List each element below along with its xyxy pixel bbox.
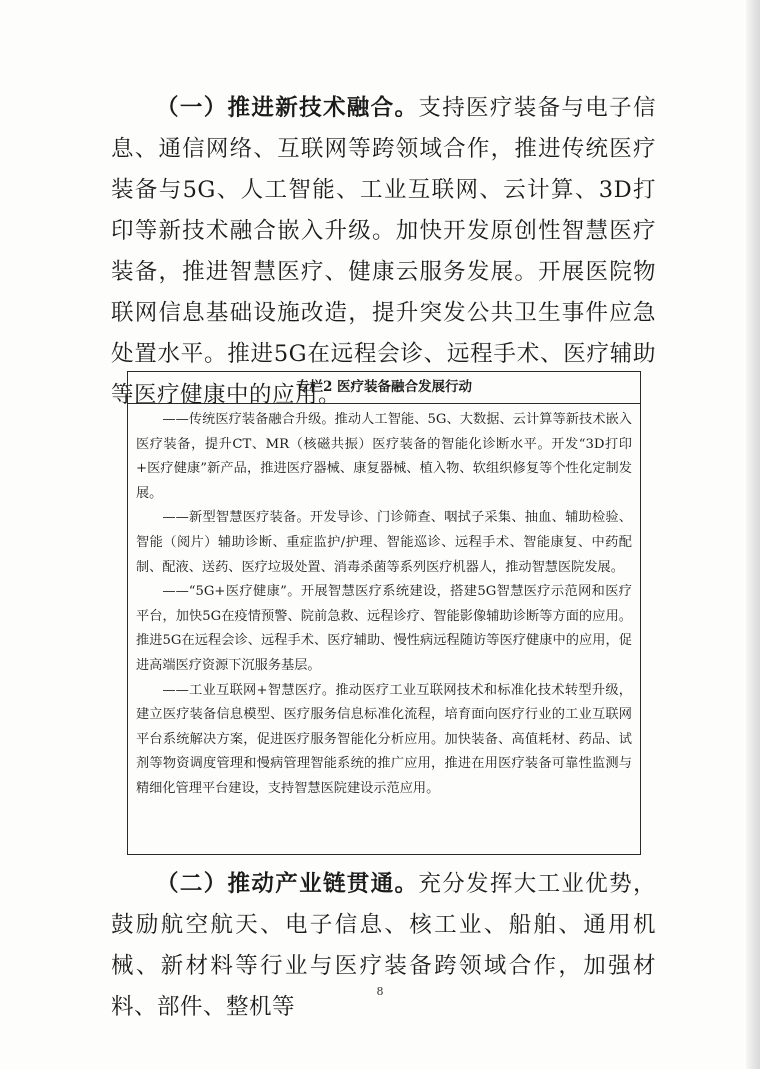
section1-text: 支持医疗装备与电子信息、通信网络、互联网等跨领域合作，推进传统医疗装备与5G、人工智能、工业互联网、云计算、3D打印等新技术融合嵌入升级。加快开发原创性智慧医疗装备，推进智慧医疗、健康云服务发展。开展医院物联网信息基础设施改造，提升突发公共卫生事件应急处置水平。推进5G在远程会诊、远程手术、医疗辅助等医疗健康中的应用。 xyxy=(111,95,656,408)
section1-heading: （一）推进新技术融合。 xyxy=(156,95,419,121)
feature-box-title: 专栏2 医疗装备融合发展行动 xyxy=(128,372,640,404)
feature-box xyxy=(127,371,641,855)
section1-paragraph xyxy=(111,88,656,416)
section2-text: 充分发挥大工业优势，鼓励航空航天、电子信息、核工业、船舶、通用机械、新材料等行业与医疗装备跨领域合作，加强材料、部件、整机等 xyxy=(111,871,656,1020)
box-paragraph-2: ——新型智慧医疗装备。开发导诊、门诊筛查、咽拭子采集、抽血、辅助检验、智能（阅片）辅助诊断、重症监护/护理、智能巡诊、远程手术、智能康复、中药配制、配液、送药、医疗垃圾处置、消毒杀菌等系列医疗机器人，推动智慧医院发展。 xyxy=(136,510,632,575)
page-number: 8 xyxy=(376,985,384,998)
page-edge-shadow xyxy=(746,0,760,1069)
section2-heading: （二）推动产业链贯通。 xyxy=(156,871,419,897)
box-paragraph-4: ——工业互联网+智慧医疗。推动医疗工业互联网技术和标准化技术转型升级，建立医疗装备信息模型、医疗服务信息标准化流程，培育面向医疗行业的工业互联网平台系统解决方案，促进医疗服务智能化分析应用。加快装备、高值耗材、药品、试剂等物资调度管理和慢病管理智能系统的推广应用，推进在用医疗装备可靠性监测与精细化管理平台建设，支持智慧医院建设示范应用。 xyxy=(136,682,632,796)
feature-box-body xyxy=(128,404,640,802)
section2-paragraph xyxy=(111,864,656,1028)
box-paragraph-1: ——传统医疗装备融合升级。推动人工智能、5G、大数据、云计算等新技术嵌入医疗装备，提升CT、MR（核磁共振）医疗装备的智能化诊断水平。开发“3D打印+医疗健康”新产品，推进医疗器械、康复器械、植入物、软组织修复等个性化定制发展。 xyxy=(136,412,632,501)
box-paragraph-3: ——“5G+医疗健康”。开展智慧医疗系统建设，搭建5G智慧医疗示范网和医疗平台，加快5G在疫情预警、院前急救、远程诊疗、智能影像辅助诊断等方面的应用。推进5G在远程会诊、远程手术、医疗辅助、慢性病远程随访等医疗健康中的应用，促进高端医疗资源下沉服务基层。 xyxy=(136,584,632,673)
